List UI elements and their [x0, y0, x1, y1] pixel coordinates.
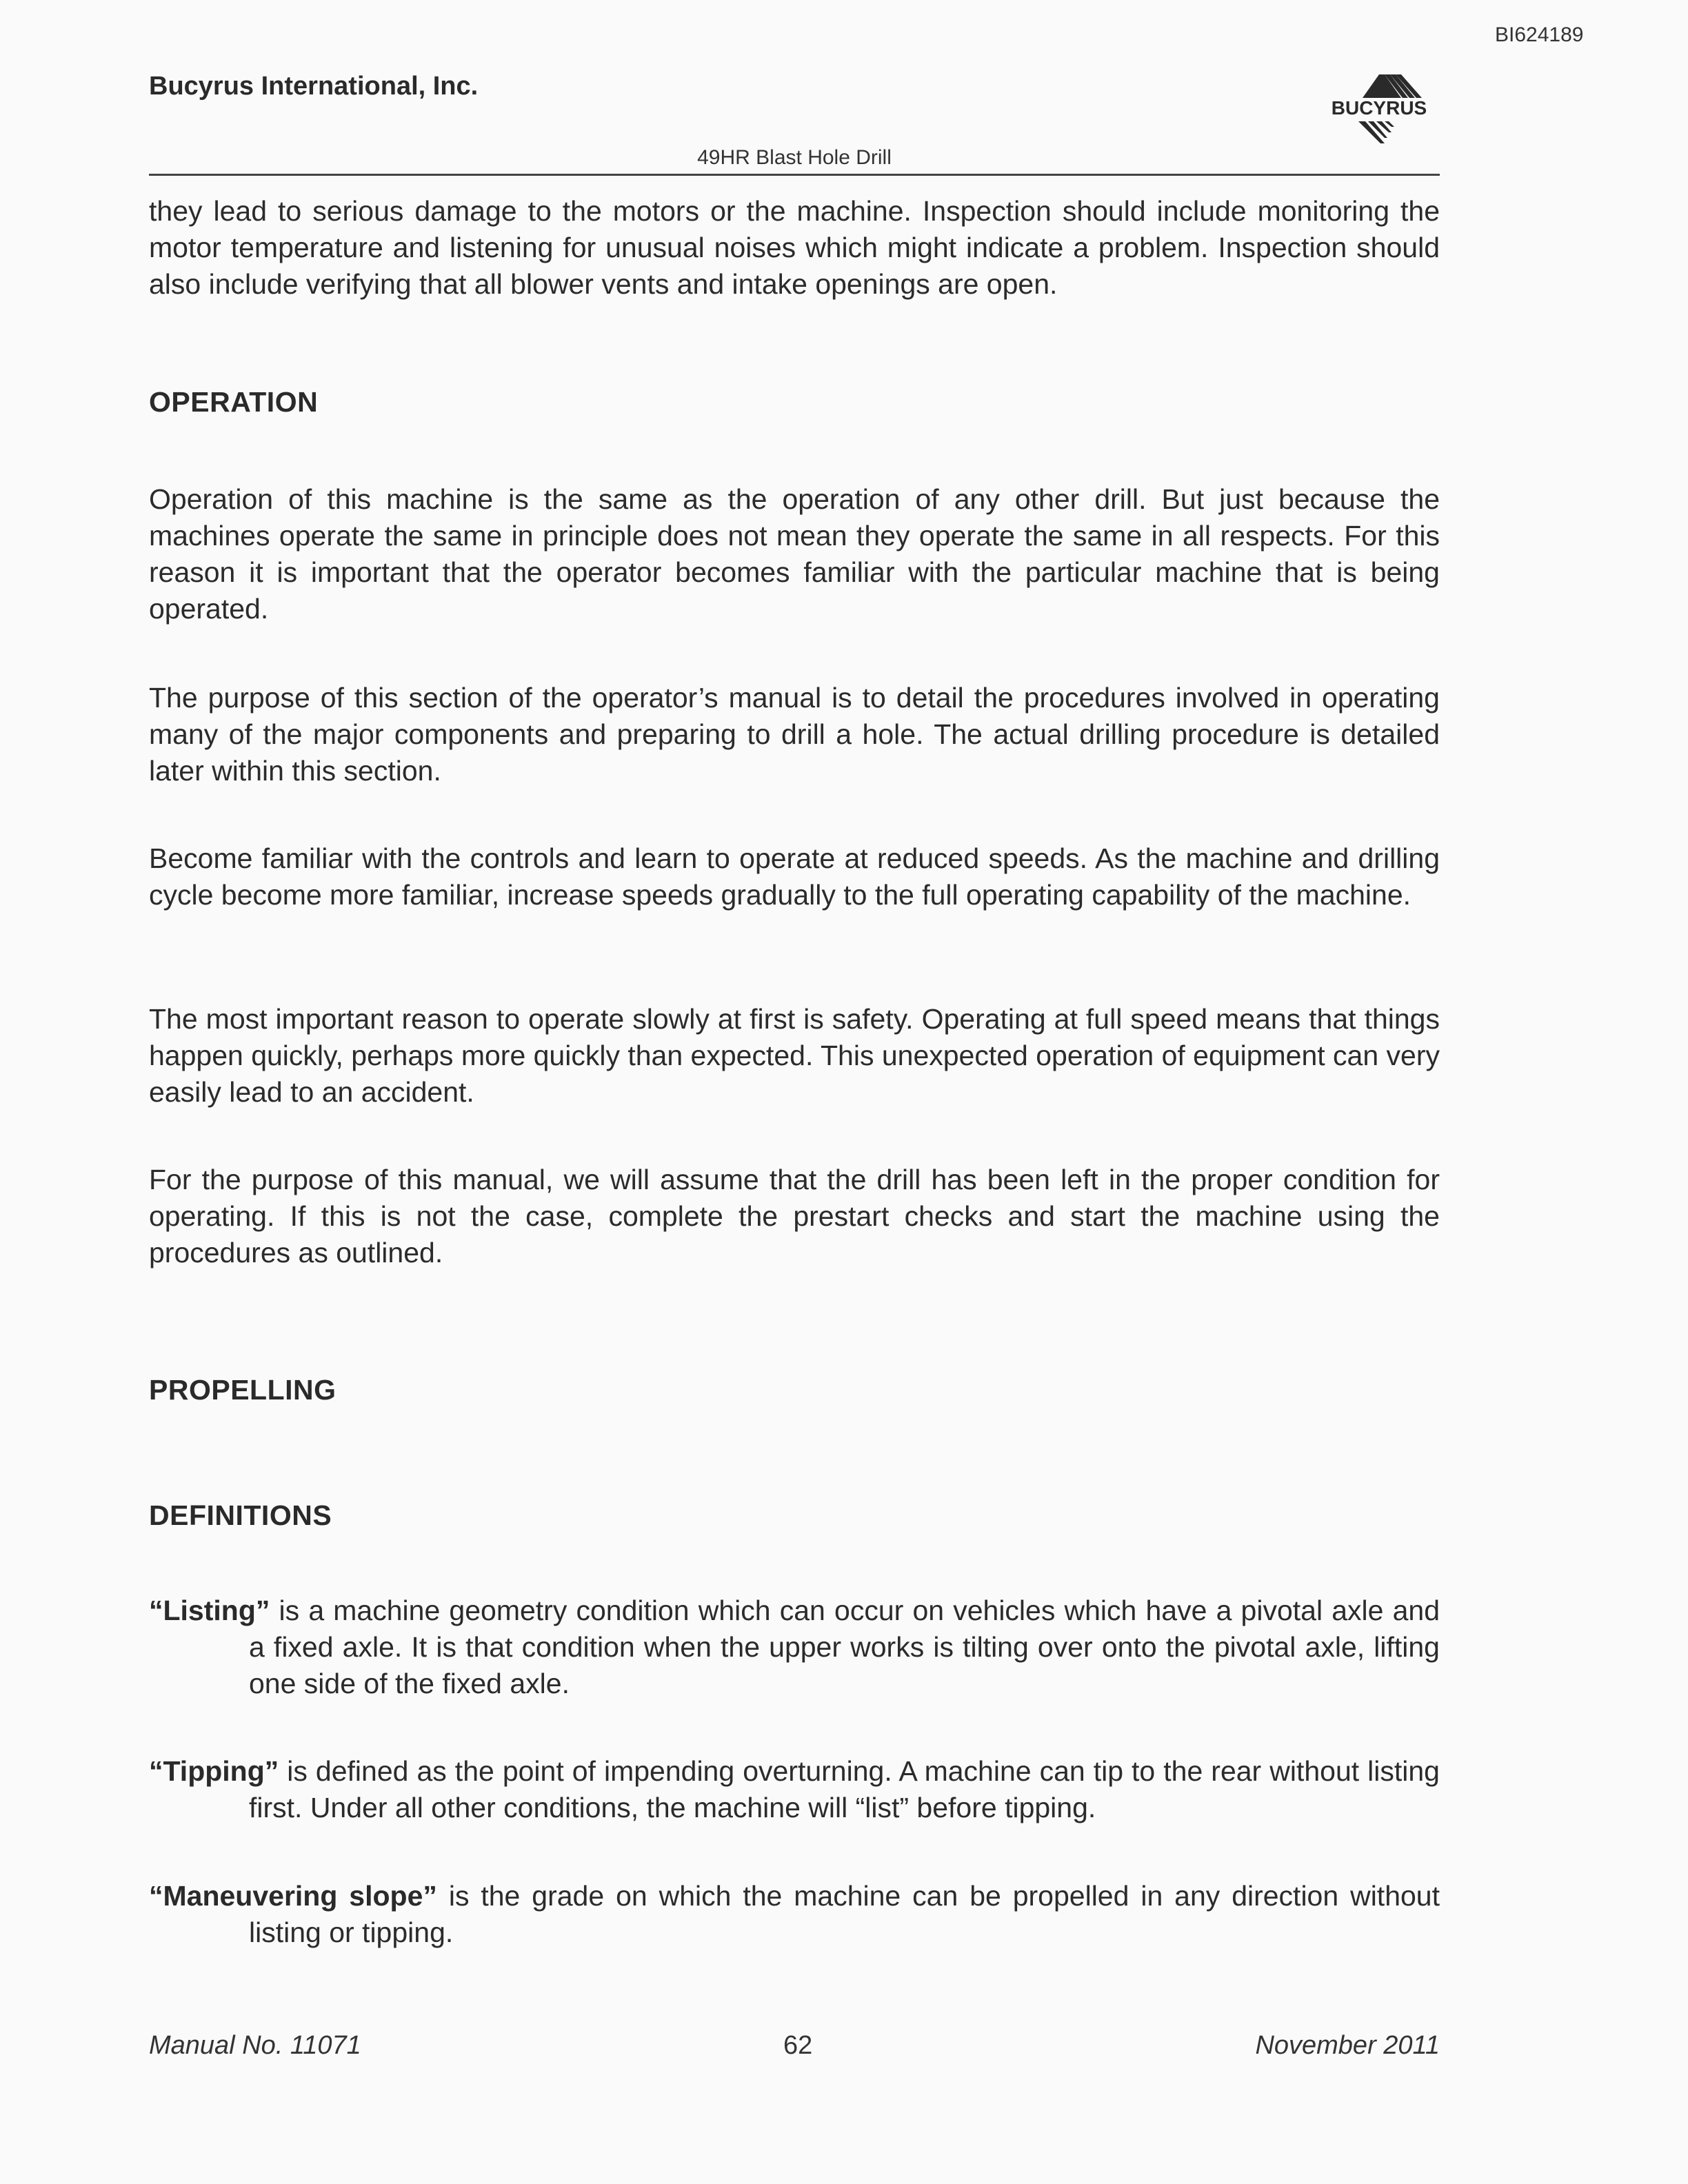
logo-wordmark: BUCYRUS — [1331, 97, 1427, 119]
operation-paragraph-5: For the purpose of this manual, we will assume that the drill has been left in the proper condition for operating. If this is not the case, complete the prestart checks and start the machine using the procedures as outlined. — [149, 1164, 1440, 1268]
definition-tipping — [149, 1753, 1440, 1826]
operation-paragraph-1: Operation of this machine is the same as the operation of any other drill. But just because the machines operate the same in principle does not mean they operate the same in all respects. For this reason it is important that the operator becomes familiar with the particular machine that is being operated. — [149, 483, 1440, 625]
company-name: Bucyrus International, Inc. — [149, 72, 479, 101]
document-id: BI624189 — [1495, 23, 1584, 46]
document-subtitle: 49HR Blast Hole Drill — [697, 146, 892, 169]
definition-maneuvering-slope — [149, 1878, 1440, 1951]
intro-paragraph: they lead to serious damage to the motors or the machine. Inspection should include monitoring the motor temperature and listening for unusual noises which might indicate a problem. Inspection should also include verifying that all blower vents and intake openings are open. — [149, 195, 1440, 300]
header-divider — [149, 174, 1440, 176]
propelling-heading: PROPELLING — [149, 1374, 336, 1406]
manual-number: Manual No. 11071 — [149, 2031, 361, 2060]
page-number: 62 — [783, 2031, 813, 2060]
definition-text: is a machine geometry condition which can occur on vehicles which have a pivotal axle and a fixed axle. It is that condition when the upper works is tilting over onto the pivotal axle, lifting one side of the fixed axle. — [249, 1595, 1440, 1699]
operation-heading: OPERATION — [149, 386, 319, 418]
definition-term: “Maneuvering slope” — [149, 1880, 437, 1912]
operation-paragraph-2: The purpose of this section of the operator’s manual is to detail the procedures involved in operating many of the major components and preparing to drill a hole. The actual drilling procedure is detailed later within this section. — [149, 682, 1440, 787]
definition-term: “Tipping” — [149, 1755, 279, 1787]
definition-listing — [149, 1593, 1440, 1702]
publication-date: November 2011 — [1255, 2031, 1440, 2060]
definition-text: is the grade on which the machine can be propelled in any direction without listing or tipping. — [249, 1880, 1440, 1948]
definition-text: is defined as the point of impending overturning. A machine can tip to the rear without listing first. Under all other conditions, the machine will “list” before tipping. — [249, 1755, 1440, 1823]
operation-paragraph-4: The most important reason to operate slowly at first is safety. Operating at full speed means that things happen quickly, perhaps more quickly than expected. This unexpected operation of equipment can very easily lead to an accident. — [149, 1003, 1440, 1108]
bucyrus-logo — [1316, 69, 1443, 150]
definition-term: “Listing” — [149, 1595, 270, 1626]
operation-paragraph-3: Become familiar with the controls and learn to operate at reduced speeds. As the machine and drilling cycle become more familiar, increase speeds gradually to the full operating capability of the machine. — [149, 842, 1440, 911]
definitions-heading: DEFINITIONS — [149, 1499, 332, 1531]
